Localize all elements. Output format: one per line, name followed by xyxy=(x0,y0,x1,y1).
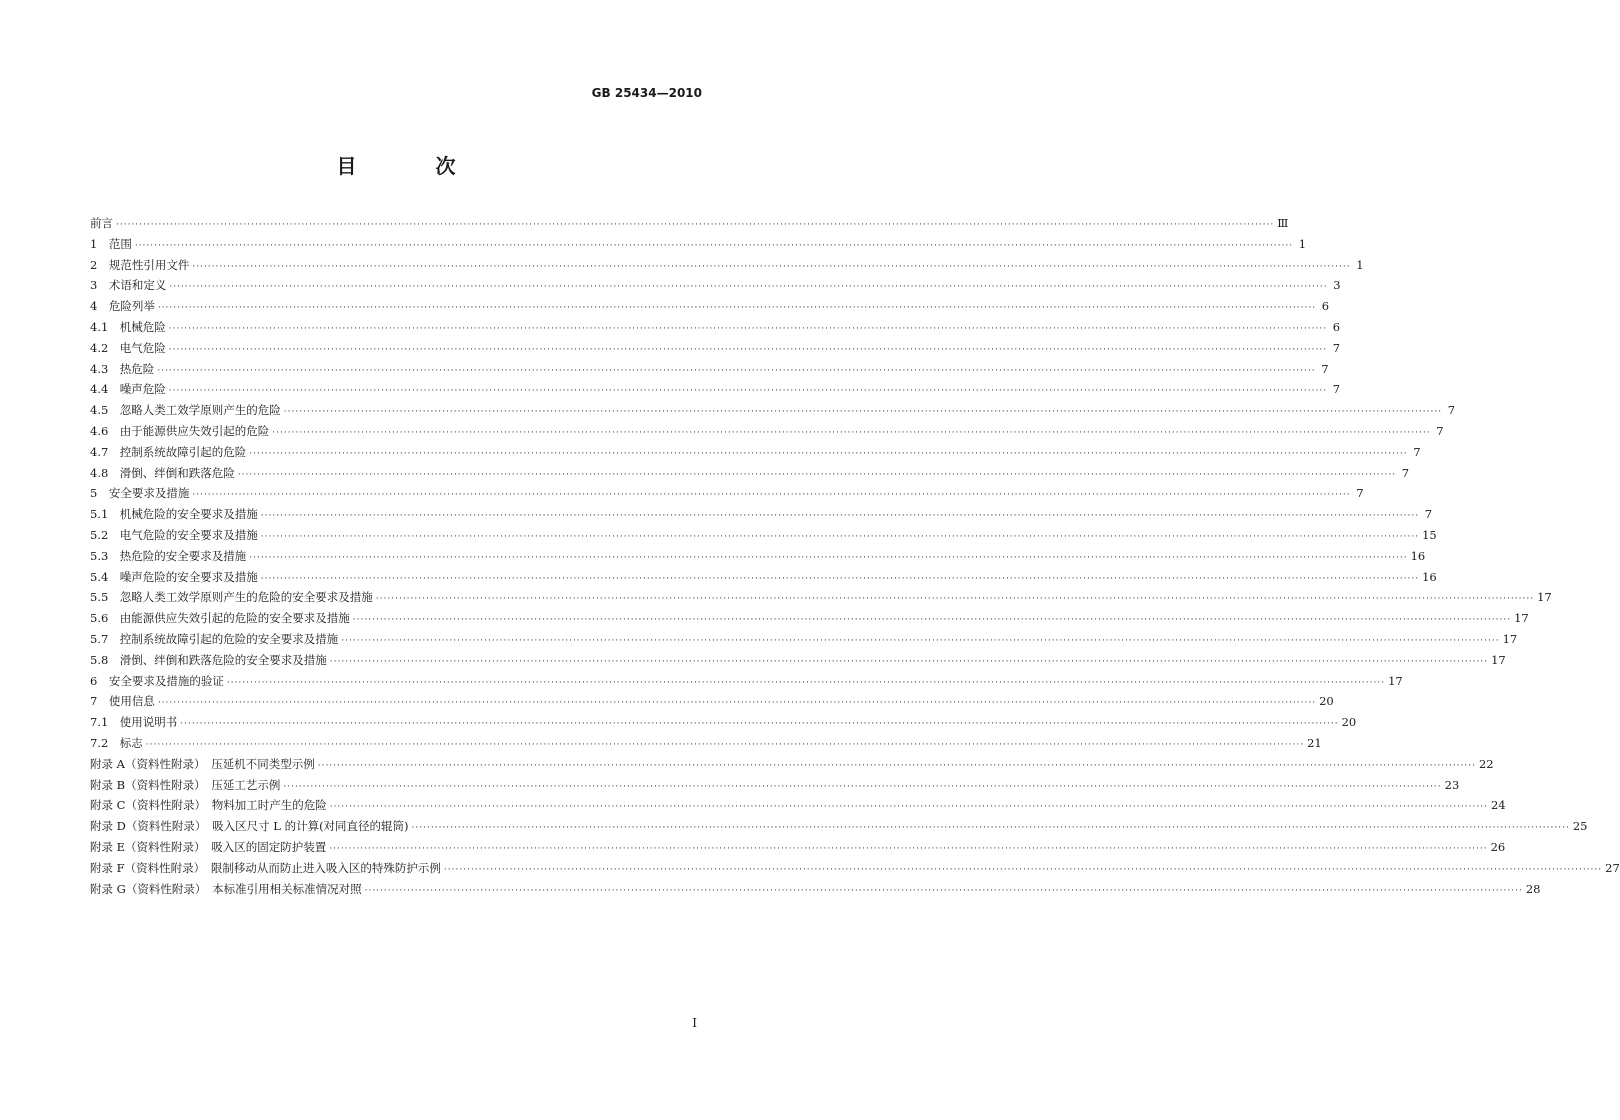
toc-entry-label: 5 安全要求及措施 xyxy=(90,486,190,501)
toc-entry[interactable] xyxy=(90,777,1460,798)
toc-entry-page: 15 xyxy=(1422,527,1437,542)
toc-entry[interactable] xyxy=(90,797,1506,818)
toc-entry[interactable] xyxy=(90,881,1541,902)
toc-entry-label: 3 术语和定义 xyxy=(90,278,167,293)
toc-entry-page: 28 xyxy=(1525,881,1541,896)
dot-leader: ············································································································································································································································································································ xyxy=(192,490,1351,501)
dot-leader: ············································································································································································································································································································ xyxy=(249,448,1408,459)
toc-entry-label: 7.1 使用说明书 xyxy=(90,715,178,730)
toc-entry-label: 4.1 机械危险 xyxy=(90,319,166,334)
toc-entry-page: 25 xyxy=(1572,819,1588,834)
toc-entry-label: 4.2 电气危险 xyxy=(90,340,166,355)
toc-entry-label: 附录 G（资料性附录） 本标准引用相关标准情况对照 xyxy=(90,881,362,896)
dot-leader: ············································································································································································································································································································ xyxy=(411,823,1570,834)
toc-entry[interactable] xyxy=(90,839,1506,860)
toc-entry-page: 21 xyxy=(1307,735,1322,750)
dot-leader: ············································································································································································································································································································ xyxy=(260,531,1420,542)
dot-leader: ············································································································································································································································································································ xyxy=(329,656,1489,667)
toc-entry-page: 23 xyxy=(1444,777,1460,792)
dot-leader: ············································································································································································································································································································ xyxy=(134,240,1294,251)
toc-entry-page: Ⅲ xyxy=(1277,216,1289,230)
toc-entry-page: 17 xyxy=(1491,652,1506,667)
dot-leader: ············································································································································································································································································································ xyxy=(317,760,1476,771)
dot-leader: ············································································································································································································································································································ xyxy=(192,261,1351,272)
toc-entry-label: 4.6 由于能源供应失效引起的危险 xyxy=(90,423,270,438)
toc-entry-page: 17 xyxy=(1514,611,1529,626)
toc-entry[interactable] xyxy=(90,527,1437,548)
toc-entry-label: 2 规范性引用文件 xyxy=(90,257,190,272)
dot-leader: ············································································································································································································································································································ xyxy=(364,885,1523,896)
toc-entry-label: 4.5 忽略人类工效学原则产生的危险 xyxy=(90,403,281,418)
dot-leader: ············································································································································································································································································································ xyxy=(168,386,1328,397)
dot-leader: ············································································································································································································································································································ xyxy=(329,843,1488,854)
toc-entry-label: 5.4 噪声危险的安全要求及措施 xyxy=(90,569,258,584)
toc-entry[interactable] xyxy=(90,381,1341,402)
toc-entry-label: 附录 F（资料性附录） 限制移动从而防止进入吸入区的特殊防护示例 xyxy=(90,860,441,875)
toc-entry-page: 7 xyxy=(1413,444,1421,459)
toc-entry-label: 6 安全要求及措施的验证 xyxy=(90,673,224,688)
toc-entry[interactable] xyxy=(90,485,1364,506)
toc-entry[interactable] xyxy=(90,506,1433,527)
toc-entry[interactable] xyxy=(90,423,1444,444)
toc-entry[interactable] xyxy=(90,277,1341,298)
dot-leader: ············································································································································································································································································································ xyxy=(375,594,1535,605)
dot-leader: ············································································································································································································································································································ xyxy=(249,552,1408,563)
toc-entry-page: 27 xyxy=(1605,860,1620,875)
toc-entry-label: 5.3 热危险的安全要求及措施 xyxy=(90,548,247,563)
toc-entry-label: 附录 C（资料性附录） 物料加工时产生的危险 xyxy=(90,798,327,813)
toc-entry[interactable] xyxy=(90,340,1341,361)
toc-entry[interactable] xyxy=(90,652,1506,673)
page-number: I xyxy=(692,1016,697,1030)
toc-entry-label: 4.3 热危险 xyxy=(90,361,155,376)
toc-entry[interactable] xyxy=(90,631,1518,652)
toc-entry-page: 17 xyxy=(1537,590,1552,605)
dot-leader: ············································································································································································································································································································ xyxy=(237,469,1397,480)
toc-entry-label: 5.5 忽略人类工效学原则产生的危险的安全要求及措施 xyxy=(90,590,373,605)
toc-entry-page: 7 xyxy=(1424,507,1433,522)
standard-code: GB 25434—2010 xyxy=(591,86,702,100)
dot-leader: ············································································································································································································································································································ xyxy=(341,635,1500,646)
toc-entry-label: 5.8 滑倒、绊倒和跌落危险的安全要求及措施 xyxy=(90,652,327,667)
toc-entry[interactable] xyxy=(90,361,1329,382)
toc-entry-page: 6 xyxy=(1321,299,1330,314)
dot-leader: ············································································································································································································································································································ xyxy=(260,511,1420,522)
toc-entry-page: 17 xyxy=(1388,673,1403,688)
toc-entry[interactable] xyxy=(90,818,1588,839)
dot-leader: ············································································································································································································································································································ xyxy=(283,781,1442,792)
toc-entry-page: 7 xyxy=(1436,423,1444,438)
toc-entry[interactable] xyxy=(90,756,1494,777)
toc-entry[interactable] xyxy=(90,465,1410,486)
dot-leader: ············································································································································································································································································································ xyxy=(329,802,1488,813)
toc-entry-label: 4.8 滑倒、绊倒和跌落危险 xyxy=(90,465,235,480)
toc-entry-page: 16 xyxy=(1422,569,1437,584)
dot-leader: ············································································································································································································································································································ xyxy=(157,365,1316,376)
toc-entry-label: 附录 A（资料性附录） 压延机不同类型示例 xyxy=(90,756,315,771)
toc-entry-page: 7 xyxy=(1447,403,1456,418)
toc-entry[interactable] xyxy=(90,215,1289,236)
toc-entry-page: 7 xyxy=(1332,340,1341,355)
dot-leader: ············································································································································································································································································································ xyxy=(443,864,1603,875)
toc-entry[interactable] xyxy=(90,860,1620,881)
dot-leader: ············································································································································································································································································································ xyxy=(283,407,1443,418)
toc-entry-page: 17 xyxy=(1502,631,1518,646)
toc-entry-page: 7 xyxy=(1332,382,1341,397)
toc-entry-page: 1 xyxy=(1298,236,1307,251)
toc-entry-page: 6 xyxy=(1332,319,1341,334)
toc-entry[interactable] xyxy=(90,257,1364,278)
toc-entry-page: 26 xyxy=(1490,839,1506,854)
toc-entry-label: 附录 D（资料性附录） 吸入区尺寸 L 的计算(对同直径的辊筒) xyxy=(90,819,409,834)
toc-entry-label: 7 使用信息 xyxy=(90,694,155,709)
toc-entry-page: 3 xyxy=(1333,278,1341,293)
dot-leader: ············································································································································································································································································································ xyxy=(157,303,1317,314)
toc-entry-label: 5.7 控制系统故障引起的危险的安全要求及措施 xyxy=(90,631,339,646)
dot-leader: ············································································································································································································································································································ xyxy=(180,719,1339,730)
toc-entry[interactable] xyxy=(90,673,1403,694)
toc-entry-page: 7 xyxy=(1356,486,1364,501)
toc-entry-label: 5.2 电气危险的安全要求及措施 xyxy=(90,527,258,542)
toc-entry-label: 1 范围 xyxy=(90,236,132,251)
dot-leader: ············································································································································································································································································································ xyxy=(226,677,1386,688)
toc-entry[interactable] xyxy=(90,236,1307,257)
page-title: 目 次 xyxy=(336,154,492,178)
toc-entry-label: 4 危险列举 xyxy=(90,299,155,314)
dot-leader: ············································································································································································································································································································ xyxy=(169,282,1328,293)
toc-entry-page: 7 xyxy=(1321,361,1329,376)
dot-leader: ············································································································································································································································································································ xyxy=(157,698,1317,709)
toc-entry-page: 7 xyxy=(1401,465,1410,480)
toc-entry-page: 24 xyxy=(1490,798,1506,813)
toc-entry-label: 5.6 由能源供应失效引起的危险的安全要求及措施 xyxy=(90,611,350,626)
toc-entry[interactable] xyxy=(90,735,1322,756)
toc-entry[interactable] xyxy=(90,589,1552,610)
toc-entry-label: 附录 B（资料性附录） 压延工艺示例 xyxy=(90,777,281,792)
toc-entry-label: 7.2 标志 xyxy=(90,735,143,750)
toc-entry-page: 22 xyxy=(1478,756,1494,771)
toc-entry-label: 4.7 控制系统故障引起的危险 xyxy=(90,444,247,459)
toc-entry-label: 4.4 噪声危险 xyxy=(90,382,166,397)
dot-leader: ············································································································································································································································································································ xyxy=(168,344,1328,355)
toc-entry-page: 20 xyxy=(1341,715,1357,730)
toc-entry-page: 16 xyxy=(1410,548,1426,563)
toc-entry-label: 前言 xyxy=(90,216,113,230)
dot-leader: ············································································································································································································································································································ xyxy=(168,323,1328,334)
toc-entry-label: 5.1 机械危险的安全要求及措施 xyxy=(90,507,258,522)
toc-entry[interactable] xyxy=(90,319,1341,340)
dot-leader: ············································································································································································································································································································ xyxy=(352,615,1512,626)
dot-leader: ············································································································································································································································································································ xyxy=(260,573,1420,584)
toc-entry[interactable] xyxy=(90,569,1437,590)
toc-entry-page: 1 xyxy=(1356,257,1364,272)
dot-leader: ············································································································································································································································································································ xyxy=(116,220,1275,230)
toc-entry[interactable] xyxy=(90,444,1421,465)
toc-entry[interactable] xyxy=(90,548,1426,569)
table-of-contents xyxy=(90,215,1620,901)
toc-entry[interactable] xyxy=(90,714,1357,735)
toc-entry-page: 20 xyxy=(1319,694,1334,709)
dot-leader: ············································································································································································································································································································ xyxy=(145,739,1305,750)
toc-entry[interactable] xyxy=(90,402,1456,423)
toc-entry[interactable] xyxy=(90,693,1334,714)
toc-entry[interactable] xyxy=(90,610,1529,631)
dot-leader: ············································································································································································································································································································ xyxy=(272,427,1431,438)
toc-entry[interactable] xyxy=(90,298,1330,319)
toc-entry-label: 附录 E（资料性附录） 吸入区的固定防护装置 xyxy=(90,839,327,854)
